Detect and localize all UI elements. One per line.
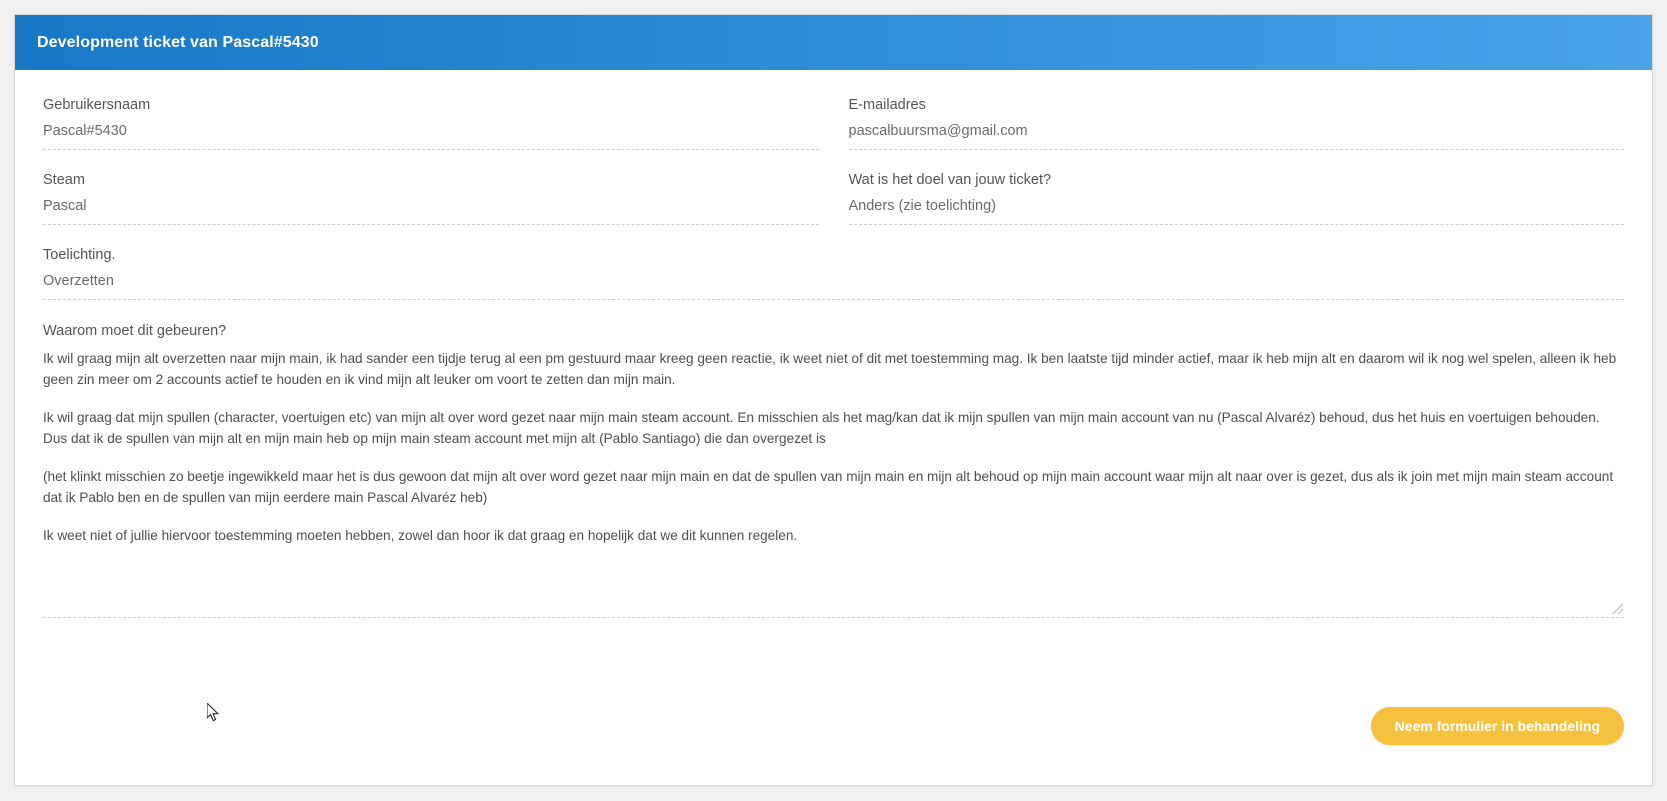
field-row-2	[43, 171, 1624, 246]
username-value[interactable]: Pascal#5430	[43, 122, 819, 150]
email-value[interactable]: pascalbuursma@gmail.com	[849, 122, 1625, 150]
field-label-ticket-purpose: Wat is het doel van jouw ticket?	[848, 172, 1052, 188]
explanation-value[interactable]: Overzetten	[43, 272, 1624, 300]
ticket-card	[14, 14, 1653, 786]
field-username	[43, 96, 819, 171]
field-label-username: Gebruikersnaam	[43, 97, 151, 113]
field-steam	[43, 171, 819, 246]
reason-paragraph: (het klinkt misschien zo beetje ingewikkeld maar het is dus gewoon dat mijn alt over word gezet naar mijn main en dat de spullen van mijn main en mijn alt behoud op mijn main account waar mijn alt naar over is gezet, dus als ik join met mijn main steam account dat ik Pablo ben en de spullen van mijn eerdere main Pascal Alvaréz heb)	[43, 469, 1614, 505]
ticket-purpose-value[interactable]: Anders (zie toelichting)	[849, 197, 1625, 225]
field-label-steam: Steam	[43, 172, 85, 188]
resize-handle-icon[interactable]	[1612, 603, 1624, 615]
reason-block	[43, 323, 1624, 618]
card-header	[15, 15, 1652, 70]
form-footer	[1371, 707, 1624, 745]
field-email	[849, 96, 1625, 171]
reason-textarea[interactable]	[43, 349, 1624, 618]
reason-paragraph: Ik wil graag dat mijn spullen (character, voertuigen etc) van mijn alt over word gezet naar mijn main steam account. En misschien als het mag/kan dat ik mijn spullen van mijn main account van nu (Pascal Alvaréz) behoud, dus het huis en voertuigen behouden. Dus dat ik de spullen van mijn alt en mijn main heb op mijn main steam account met mijn alt (Pablo Santiago) die dan overgezet is	[43, 410, 1600, 446]
field-explanation	[43, 246, 1624, 321]
page-title: Development ticket van Pascal#5430	[37, 33, 319, 51]
reason-label: Waarom moet dit gebeuren?	[43, 323, 227, 339]
card-body	[15, 70, 1652, 618]
field-label-email: E-mailadres	[848, 97, 926, 113]
field-row-3	[43, 246, 1624, 321]
field-label-explanation: Toelichting.	[43, 247, 116, 263]
submit-button[interactable]: Neem formulier in behandeling	[1371, 707, 1624, 745]
reason-paragraph: Ik weet niet of jullie hiervoor toestemming moeten hebben, zowel dan hoor ik dat graag en hopelijk dat we dit kunnen regelen.	[43, 528, 798, 543]
field-row-1	[43, 96, 1624, 171]
field-ticket-purpose	[849, 171, 1625, 246]
steam-value[interactable]: Pascal	[43, 197, 819, 225]
reason-paragraph: Ik wil graag mijn alt overzetten naar mijn main, ik had sander een tijdje terug al een pm gestuurd maar kreeg geen reactie, ik weet niet of dit met toestemming mag. Ik ben laatste tijd minder actief, maar ik heb mijn alt en daarom wil ik nog wel spelen, alleen ik heb geen zin meer om 2 accounts actief te houden en ik vind mijn alt leuker om voort te zetten dan mijn main.	[43, 351, 1617, 387]
